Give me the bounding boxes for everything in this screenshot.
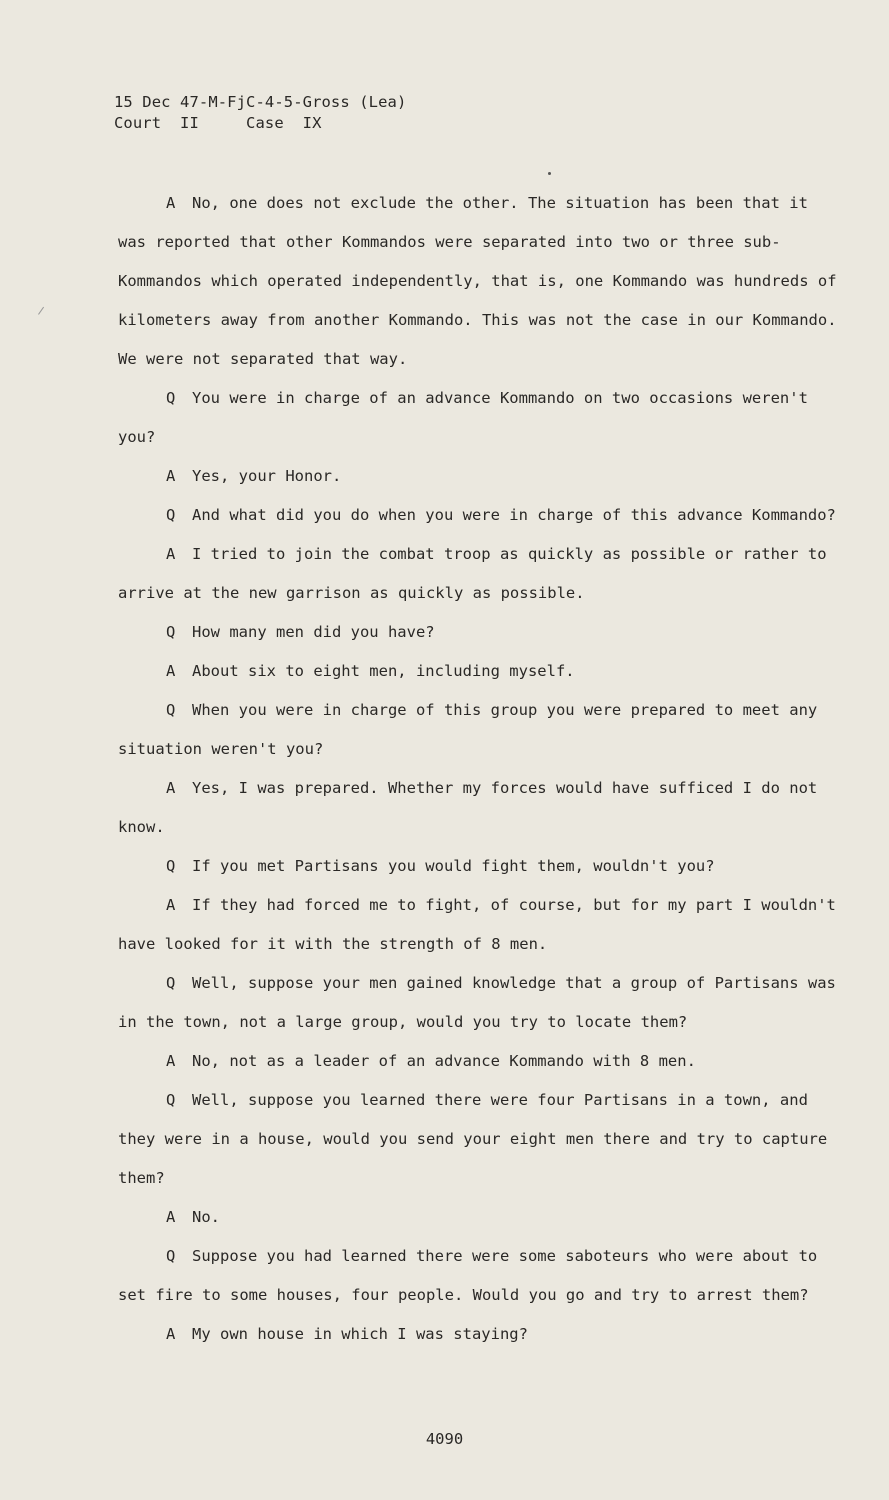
speaker-label: Q bbox=[166, 389, 176, 407]
transcript-paragraph bbox=[118, 1081, 838, 1198]
transcript-body bbox=[118, 184, 838, 1354]
paragraph-text: Yes, your Honor. bbox=[192, 467, 342, 485]
paragraph-text: No. bbox=[192, 1208, 220, 1226]
transcript-paragraph bbox=[118, 652, 838, 691]
transcript-paragraph bbox=[118, 1315, 838, 1354]
transcript-paragraph bbox=[118, 379, 838, 457]
paragraph-text: Well, suppose your men gained knowledge that a group of Partisans was in the town, not a large group, would you try to locate them? bbox=[118, 974, 836, 1031]
speaker-label: A bbox=[166, 545, 176, 563]
speaker-label: A bbox=[166, 194, 176, 212]
speaker-label: A bbox=[166, 467, 176, 485]
stray-mark bbox=[548, 172, 551, 175]
speaker-label: Q bbox=[166, 974, 176, 992]
paragraph-text: About six to eight men, including myself. bbox=[192, 662, 575, 680]
speaker-label: A bbox=[166, 1325, 176, 1343]
speaker-label: Q bbox=[166, 1247, 176, 1265]
paragraph-text: If they had forced me to fight, of course, but for my part I wouldn't have looked for it with the strength of 8 men. bbox=[118, 896, 836, 953]
transcript-paragraph bbox=[118, 847, 838, 886]
paragraph-text: And what did you do when you were in charge of this advance Kommando? bbox=[192, 506, 836, 524]
page-number: 4090 bbox=[425, 1430, 464, 1448]
speaker-label: A bbox=[166, 779, 176, 797]
speaker-label: A bbox=[166, 1208, 176, 1226]
transcript-paragraph bbox=[118, 613, 838, 652]
transcript-paragraph bbox=[118, 886, 838, 964]
speaker-label: Q bbox=[166, 506, 176, 524]
speaker-label: A bbox=[166, 896, 176, 914]
paragraph-text: Suppose you had learned there were some saboteurs who were about to set fire to some houses, four people. Would you go and try to arrest them? bbox=[118, 1247, 818, 1304]
transcript-paragraph bbox=[118, 457, 838, 496]
transcript-paragraph bbox=[118, 964, 838, 1042]
paragraph-text: You were in charge of an advance Kommando on two occasions weren't you? bbox=[118, 389, 808, 446]
transcript-paragraph bbox=[118, 1198, 838, 1237]
transcript-paragraph bbox=[118, 535, 838, 613]
paragraph-text: When you were in charge of this group you were prepared to meet any situation weren't you? bbox=[118, 701, 818, 758]
paragraph-text: If you met Partisans you would fight them, wouldn't you? bbox=[192, 857, 715, 875]
header-line-date-ref: 15 Dec 47-M-FjC-4-5-Gross (Lea) bbox=[114, 93, 407, 111]
transcript-paragraph bbox=[118, 691, 838, 769]
paragraph-text: Yes, I was prepared. Whether my forces would have sufficed I do not know. bbox=[118, 779, 818, 836]
speaker-label: Q bbox=[166, 857, 176, 875]
header-line-court-case: Court II Case IX bbox=[114, 114, 322, 132]
margin-mark bbox=[38, 307, 49, 318]
paragraph-text: No, one does not exclude the other. The situation has been that it was reported that other Kommandos were separated into two or three sub-Kommandos which operated independently, that is, one Kommando was hundreds of kilometers away from another Kommando. This was not the case in our Kommando. We were not separated that way. bbox=[118, 194, 837, 368]
speaker-label: Q bbox=[166, 701, 176, 719]
paragraph-text: No, not as a leader of an advance Kommando with 8 men. bbox=[192, 1052, 696, 1070]
speaker-label: A bbox=[166, 662, 176, 680]
paragraph-text: Well, suppose you learned there were four Partisans in a town, and they were in a house, would you send your eight men there and try to capture them? bbox=[118, 1091, 828, 1187]
paragraph-text: How many men did you have? bbox=[192, 623, 435, 641]
paragraph-text: I tried to join the combat troop as quickly as possible or rather to arrive at the new garrison as quickly as possible. bbox=[118, 545, 827, 602]
paragraph-text: My own house in which I was staying? bbox=[192, 1325, 528, 1343]
transcript-paragraph bbox=[118, 184, 838, 379]
speaker-label: Q bbox=[166, 623, 176, 641]
document-header bbox=[114, 92, 406, 134]
transcript-paragraph bbox=[118, 496, 838, 535]
speaker-label: A bbox=[166, 1052, 176, 1070]
transcript-paragraph bbox=[118, 1042, 838, 1081]
transcript-paragraph bbox=[118, 769, 838, 847]
transcript-paragraph bbox=[118, 1237, 838, 1315]
speaker-label: Q bbox=[166, 1091, 176, 1109]
